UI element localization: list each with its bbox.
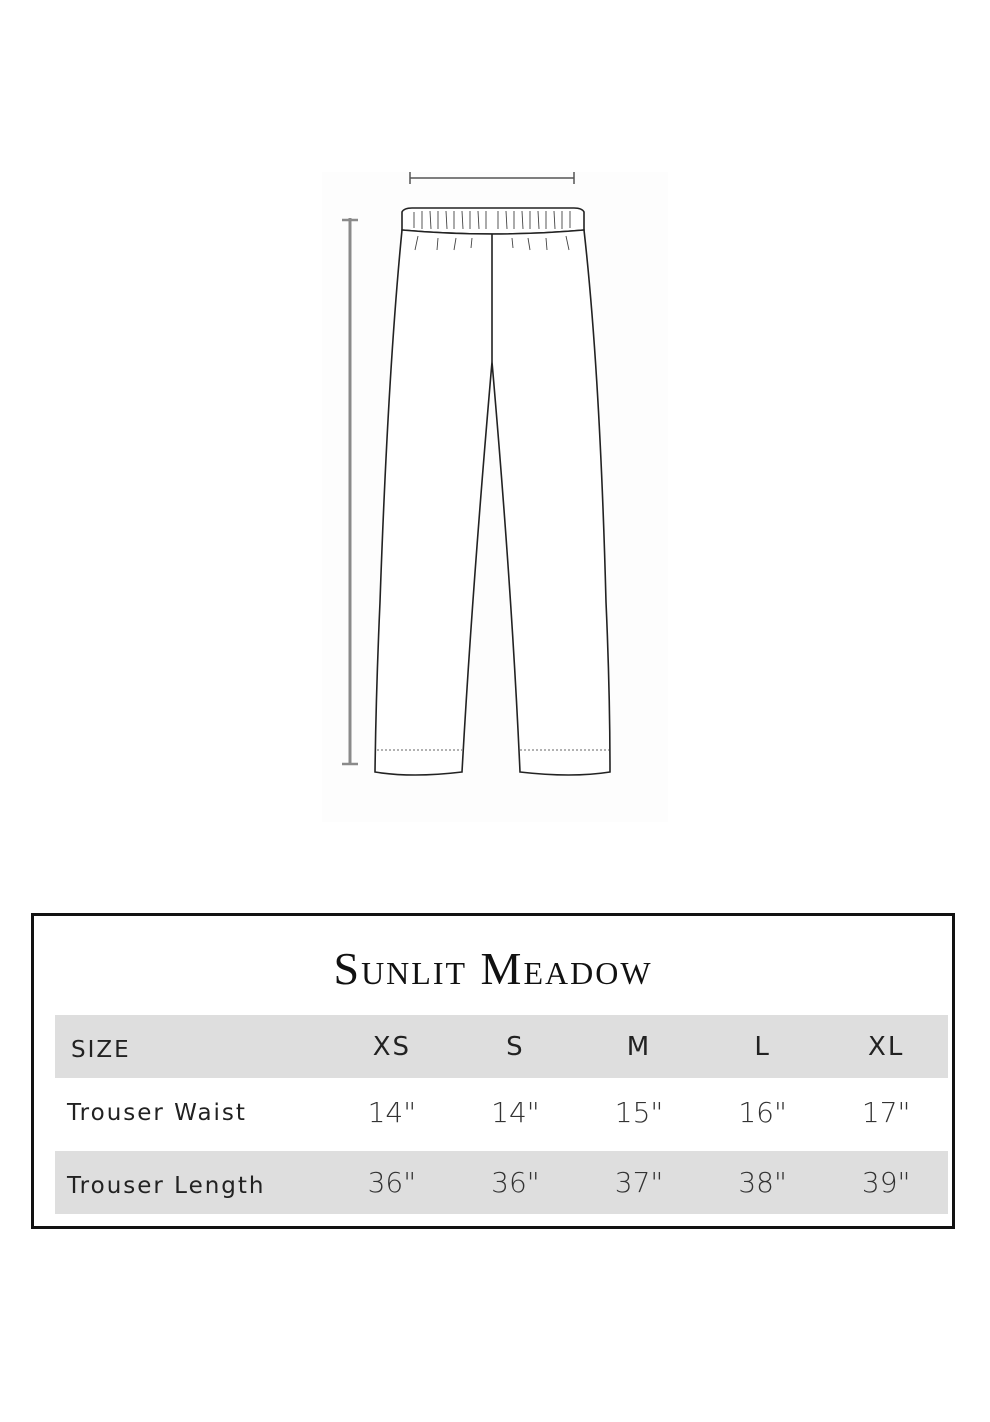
size-xs: XS <box>330 1015 454 1078</box>
size-l: L <box>701 1015 825 1078</box>
size-s: S <box>454 1015 578 1078</box>
size-header-row <box>55 1015 948 1078</box>
size-chart <box>31 913 955 1229</box>
length-s-value: 36" <box>454 1151 578 1214</box>
length-xs-value: 36" <box>330 1151 454 1214</box>
waist-xs-value: 14" <box>367 1096 417 1129</box>
waist-xl-value: 17" <box>861 1096 911 1129</box>
trouser-length-row <box>55 1151 948 1214</box>
trouser-waist-label: Trouser Waist <box>67 1099 247 1126</box>
size-xl: XL <box>824 1015 948 1078</box>
waist-m-value: 15" <box>614 1096 664 1129</box>
length-xl-value: 39" <box>824 1151 948 1214</box>
waist-s-value: 14" <box>491 1096 540 1129</box>
length-l-value: 38" <box>701 1151 825 1214</box>
trouser-length-label: Trouser Length <box>55 1151 330 1214</box>
trousers-sketch-svg <box>322 172 668 822</box>
size-header-label: SIZE <box>55 1015 330 1078</box>
trousers-illustration <box>322 172 668 822</box>
size-table <box>55 1015 948 1214</box>
size-chart-title: Sunlit Meadow <box>333 943 653 994</box>
trouser-waist-row <box>55 1078 948 1151</box>
length-m-value: 37" <box>577 1151 701 1214</box>
waist-l-value: 16" <box>738 1096 787 1129</box>
size-m: M <box>577 1015 701 1078</box>
